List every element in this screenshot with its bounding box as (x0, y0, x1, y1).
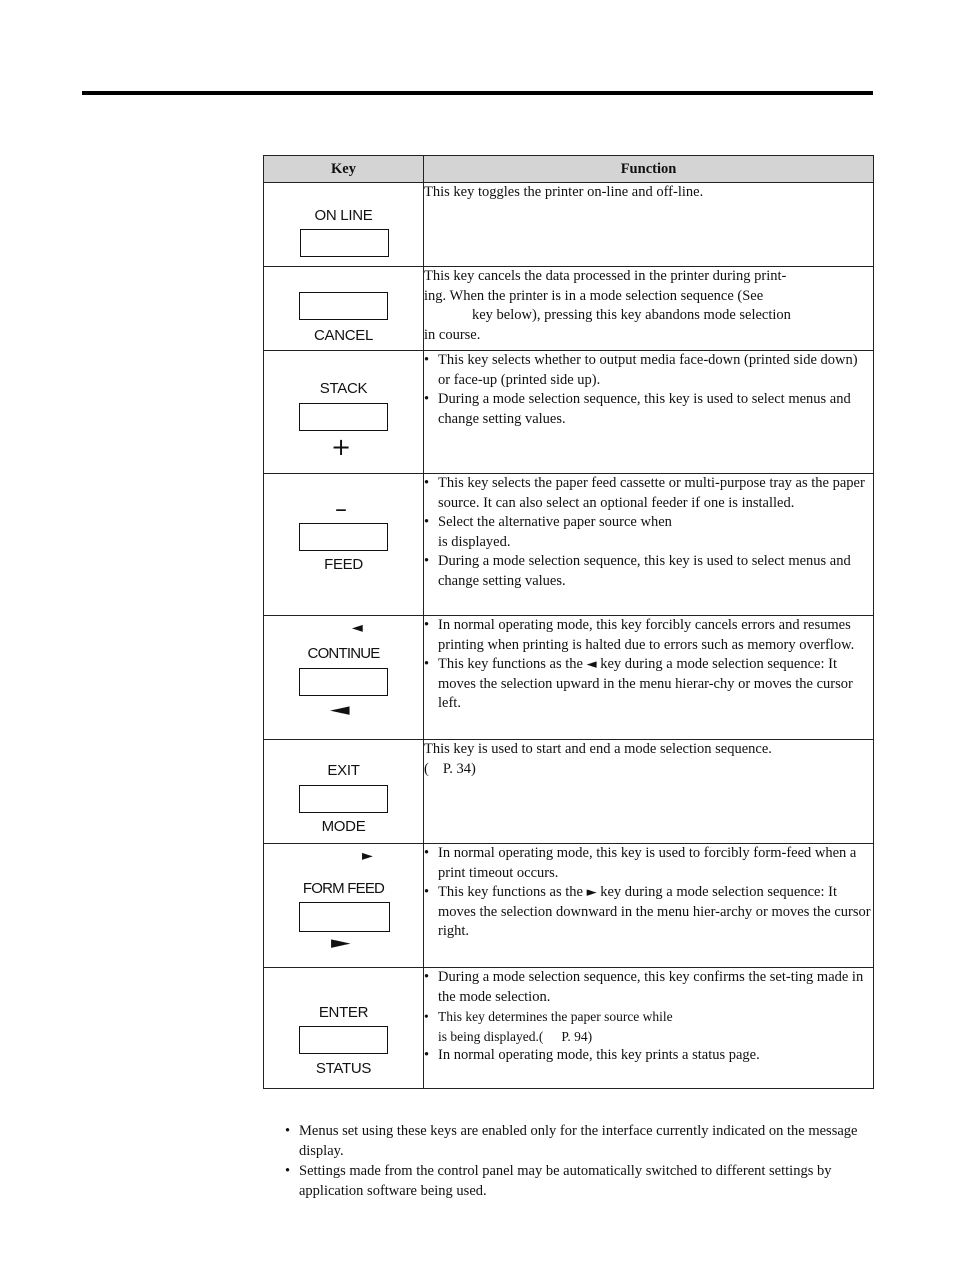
table-row (264, 474, 874, 616)
online-label: ON LINE (314, 207, 373, 224)
stack-label: STACK (319, 380, 368, 397)
function-cell (424, 740, 874, 844)
function-text-line: ing. When the printer is in a mode selection sequence (See (424, 287, 764, 304)
left-arrow-icon: ◄ (330, 700, 350, 720)
continue-label: CONTINUE (307, 645, 380, 662)
function-cell (424, 267, 874, 351)
list-item-text: P. 94) (561, 1028, 593, 1044)
list-item: • During a mode selection sequence, this key is used to select menus and change setting values. (424, 390, 873, 429)
list-item-text: key during a mode selection sequence: It moves the selection upward in the menu hierar-chy or moves the cursor left. (438, 656, 853, 711)
ref-open: ( (424, 760, 429, 777)
table-row (264, 351, 874, 474)
table-row (264, 844, 874, 968)
function-text: This key toggles the printer on-line and off-line. (424, 184, 704, 200)
list-item-text: • Select the alternative paper source when (438, 514, 672, 530)
function-text-line: in course. (424, 326, 481, 343)
mode-label: MODE (321, 818, 366, 835)
right-arrow-icon: ► (331, 933, 351, 953)
header-rule (82, 91, 873, 95)
function-cell (424, 183, 874, 267)
header-function: Function (424, 156, 874, 183)
key-cell-cancel (264, 267, 424, 351)
list-item (424, 883, 873, 942)
note-item: • Settings made from the control panel may be automatically switched to different settings by application software being used. (285, 1161, 875, 1201)
key-function-table (263, 155, 874, 1089)
function-text-line: This key cancels the data processed in the printer during print- (424, 268, 787, 284)
function-cell (424, 968, 874, 1089)
ref-page: P. 34) (442, 760, 476, 777)
right-arrow-icon: ► (586, 885, 597, 900)
function-text-line: key below), pressing this key abandons mode selection (472, 307, 791, 323)
left-arrow-icon: ◄ (586, 657, 597, 672)
online-key-button (300, 229, 389, 257)
key-cell-enter (264, 968, 424, 1089)
notes-list (285, 1121, 875, 1201)
plus-icon: + (330, 433, 352, 461)
right-arrow-icon: ► (362, 848, 373, 864)
feed-label: FEED (324, 556, 363, 573)
mode-key-button (299, 785, 388, 813)
feed-key-button (299, 523, 388, 551)
list-item: • In normal operating mode, this key is used to forcibly form-feed when a print timeout occurs. (424, 844, 873, 883)
note-item: • Menus set using these keys are enabled only for the interface currently indicated on the message display. (285, 1121, 875, 1161)
key-cell-mode (264, 740, 424, 844)
page-reference (424, 760, 873, 780)
list-item-text: is being displayed.( (438, 1028, 544, 1044)
list-item-text: key during a mode selection sequence: It moves the selection downward in the menu hier-archy or moves the cursor right. (438, 884, 871, 939)
table-row (264, 968, 874, 1089)
list-item: • This key selects whether to output media face-down (printed side down) or face-up (printed side up). (424, 351, 873, 390)
list-item-text: • This key determines the paper source while (438, 1009, 673, 1024)
list-item-text: This key functions as the (438, 656, 583, 672)
form-feed-label: FORM FEED (302, 880, 385, 897)
function-text: This key is used to start and end a mode selection sequence. (424, 741, 772, 757)
function-cell (424, 474, 874, 616)
exit-label: EXIT (327, 762, 360, 779)
key-cell-feed (264, 474, 424, 616)
status-label: STATUS (315, 1060, 372, 1077)
key-cell-continue (264, 616, 424, 740)
key-cell-stack (264, 351, 424, 474)
list-item (424, 655, 873, 714)
cancel-key-button (299, 292, 388, 320)
list-item: • This key selects the paper feed cassette or multi-purpose tray as the paper source. It can also select an optional feeder if one is installed. (424, 474, 873, 513)
list-item: • In normal operating mode, this key prints a status page. (424, 1046, 873, 1066)
function-cell (424, 351, 874, 474)
minus-icon: – (335, 495, 347, 523)
list-item: • In normal operating mode, this key forcibly cancels errors and resumes printing when printing is halted due to errors such as memory overflow. (424, 616, 873, 655)
header-key: Key (264, 156, 424, 183)
function-cell (424, 616, 874, 740)
cancel-label: CANCEL (313, 327, 374, 344)
list-item: • During a mode selection sequence, this key confirms the set-ting made in the mode selection. (424, 968, 873, 1007)
list-item (424, 513, 873, 552)
table-row (264, 183, 874, 267)
list-item-text: This key functions as the (438, 884, 583, 900)
key-cell-online (264, 183, 424, 267)
table-row (264, 740, 874, 844)
table-header-row (264, 156, 874, 183)
form-feed-key-button (299, 902, 390, 932)
table-row (264, 267, 874, 351)
stack-key-button (299, 403, 388, 431)
function-cell (424, 844, 874, 968)
enter-key-button (299, 1026, 388, 1054)
enter-label: ENTER (318, 1004, 369, 1021)
list-item-text: is displayed. (438, 533, 511, 550)
table-row (264, 616, 874, 740)
list-item: • During a mode selection sequence, this key is used to select menus and change setting values. (424, 552, 873, 591)
list-item-text (438, 1027, 873, 1047)
key-cell-formfeed (264, 844, 424, 968)
list-item (424, 1007, 873, 1046)
left-arrow-icon: ◄ (352, 620, 363, 636)
continue-key-button (299, 668, 388, 696)
